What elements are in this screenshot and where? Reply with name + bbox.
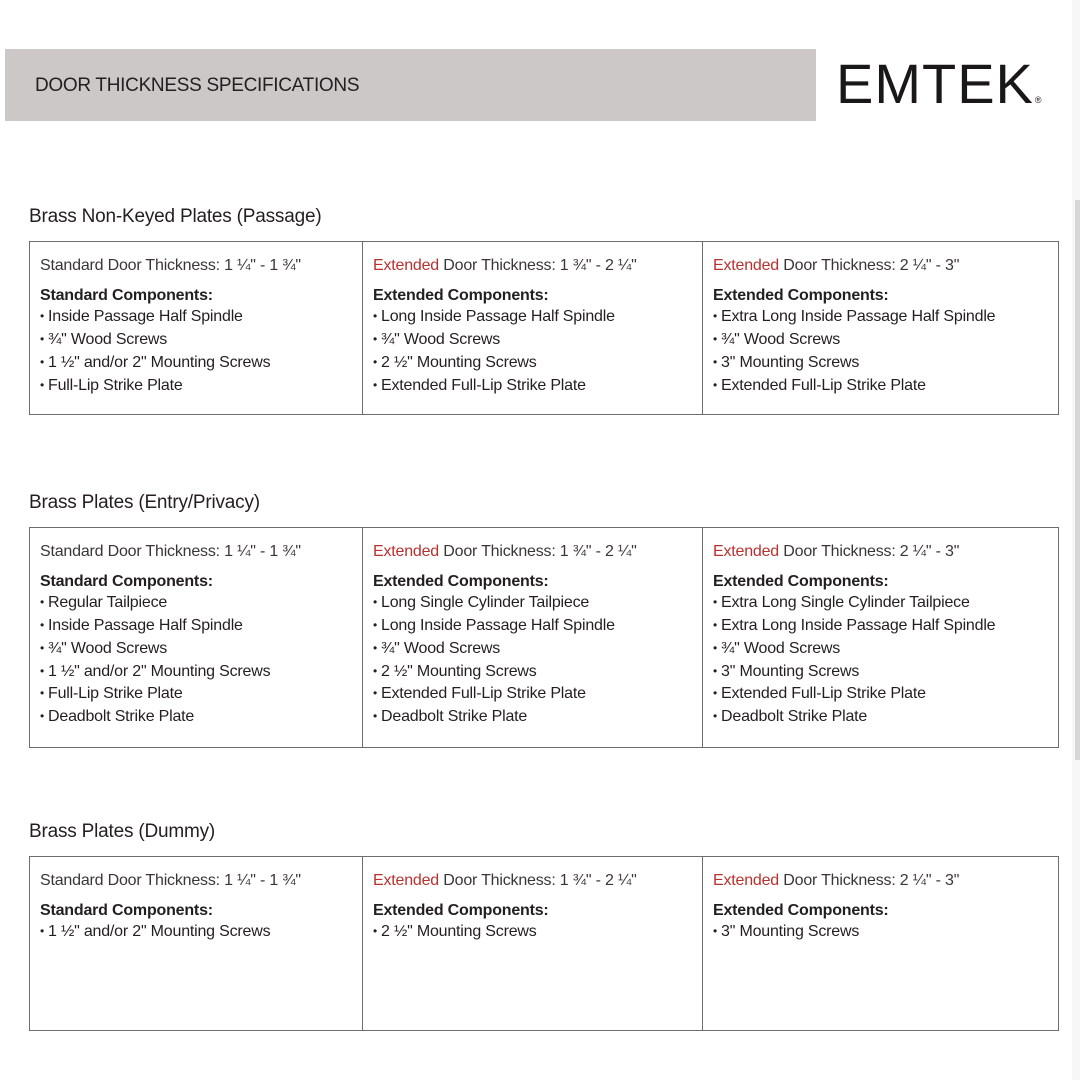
components-heading: Standard Components: <box>40 572 213 590</box>
component-list-item: • Full-Lip Strike Plate <box>40 683 352 706</box>
door-thickness-range: Door Thickness: 1 ¾" - 2 ¼" <box>439 872 637 889</box>
component-list-item: • Inside Passage Half Spindle <box>40 615 352 638</box>
component-list-item: • ¾" Wood Screws <box>713 329 1048 352</box>
section-title-entry-privacy: Brass Plates (Entry/Privacy) <box>29 492 260 513</box>
spec-column <box>362 528 702 747</box>
component-list-item: • 2 ½" Mounting Screws <box>373 352 692 375</box>
component-list-item: • 1 ½" and/or 2" Mounting Screws <box>40 661 352 684</box>
emtek-logo <box>836 54 1043 114</box>
components-heading: Extended Components: <box>713 901 889 919</box>
door-thickness-range: Door Thickness: 2 ¼" - 3" <box>779 872 960 889</box>
component-list-item: • ¾" Wood Screws <box>40 329 352 352</box>
components-heading: Standard Components: <box>40 901 213 919</box>
component-list-item: • Extended Full-Lip Strike Plate <box>713 375 1048 398</box>
component-list-item: • ¾" Wood Screws <box>373 638 692 661</box>
spec-column <box>30 528 362 747</box>
component-list-item: • ¾" Wood Screws <box>373 329 692 352</box>
spec-column <box>362 242 702 414</box>
component-list-item: • ¾" Wood Screws <box>713 638 1048 661</box>
component-list-item: • 2 ½" Mounting Screws <box>373 661 692 684</box>
section-title-dummy: Brass Plates (Dummy) <box>29 821 216 842</box>
components-heading: Standard Components: <box>40 286 213 304</box>
component-list-item: • 3" Mounting Screws <box>713 352 1048 375</box>
component-list-item: • Inside Passage Half Spindle <box>40 306 352 329</box>
component-list-item: • Extra Long Single Cylinder Tailpiece <box>713 592 1048 615</box>
spec-table-entry-privacy <box>29 527 1059 748</box>
extended-accent-label: Extended <box>373 872 440 889</box>
component-list-item: • Long Single Cylinder Tailpiece <box>373 592 692 615</box>
component-list-item: • Long Inside Passage Half Spindle <box>373 306 692 329</box>
door-thickness-range: Door Thickness: 1 ¾" - 2 ¼" <box>439 257 637 274</box>
door-thickness-label <box>40 870 352 892</box>
door-thickness-label <box>373 541 692 563</box>
spec-table-passage <box>29 241 1059 415</box>
component-list-item: • 2 ½" Mounting Screws <box>373 921 692 944</box>
component-list-item: • ¾" Wood Screws <box>40 638 352 661</box>
components-heading: Extended Components: <box>373 572 549 590</box>
component-list-item: • Full-Lip Strike Plate <box>40 375 352 398</box>
component-list-item: • 3" Mounting Screws <box>713 921 1048 944</box>
component-list-item: • 1 ½" and/or 2" Mounting Screws <box>40 352 352 375</box>
door-thickness-range: Standard Door Thickness: 1 ¼" - 1 ¾" <box>40 872 301 889</box>
extended-accent-label: Extended <box>713 543 780 560</box>
component-list-item: • Extended Full-Lip Strike Plate <box>373 683 692 706</box>
door-thickness-range: Door Thickness: 1 ¾" - 2 ¼" <box>439 543 637 560</box>
spec-column <box>702 857 1058 1030</box>
component-list-item: • Extra Long Inside Passage Half Spindle <box>713 306 1048 329</box>
door-thickness-range: Door Thickness: 2 ¼" - 3" <box>779 543 960 560</box>
door-thickness-label <box>373 870 692 892</box>
extended-accent-label: Extended <box>373 257 440 274</box>
component-list-item: • Extended Full-Lip Strike Plate <box>713 683 1048 706</box>
component-list-item: • Regular Tailpiece <box>40 592 352 615</box>
spec-column <box>702 528 1058 747</box>
spec-column <box>30 857 362 1030</box>
page-title: DOOR THICKNESS SPECIFICATIONS <box>35 75 360 96</box>
door-thickness-label <box>40 255 352 277</box>
components-heading: Extended Components: <box>713 572 889 590</box>
spec-column <box>362 857 702 1030</box>
door-thickness-label <box>713 541 1048 563</box>
logo-text: EMTEK <box>836 52 1034 115</box>
components-heading: Extended Components: <box>713 286 889 304</box>
door-thickness-label <box>713 870 1048 892</box>
header-bar <box>5 49 816 121</box>
section-title-passage: Brass Non-Keyed Plates (Passage) <box>29 206 322 227</box>
extended-accent-label: Extended <box>713 257 780 274</box>
component-list-item: • 3" Mounting Screws <box>713 661 1048 684</box>
door-thickness-label <box>373 255 692 277</box>
extended-accent-label: Extended <box>713 872 780 889</box>
door-thickness-range: Door Thickness: 2 ¼" - 3" <box>779 257 960 274</box>
door-thickness-range: Standard Door Thickness: 1 ¼" - 1 ¾" <box>40 257 301 274</box>
component-list-item: • Deadbolt Strike Plate <box>40 706 352 729</box>
component-list-item: • Long Inside Passage Half Spindle <box>373 615 692 638</box>
components-heading: Extended Components: <box>373 286 549 304</box>
component-list-item: • Deadbolt Strike Plate <box>713 706 1048 729</box>
extended-accent-label: Extended <box>373 543 440 560</box>
component-list-item: • Extra Long Inside Passage Half Spindle <box>713 615 1048 638</box>
component-list-item: • 1 ½" and/or 2" Mounting Screws <box>40 921 352 944</box>
door-thickness-label <box>40 541 352 563</box>
scrollbar-thumb[interactable] <box>1075 200 1080 760</box>
spec-column <box>30 242 362 414</box>
spec-table-dummy <box>29 856 1059 1031</box>
spec-column <box>702 242 1058 414</box>
registered-mark: ® <box>1034 95 1043 105</box>
component-list-item: • Extended Full-Lip Strike Plate <box>373 375 692 398</box>
door-thickness-label <box>713 255 1048 277</box>
component-list-item: • Deadbolt Strike Plate <box>373 706 692 729</box>
door-thickness-range: Standard Door Thickness: 1 ¼" - 1 ¾" <box>40 543 301 560</box>
components-heading: Extended Components: <box>373 901 549 919</box>
